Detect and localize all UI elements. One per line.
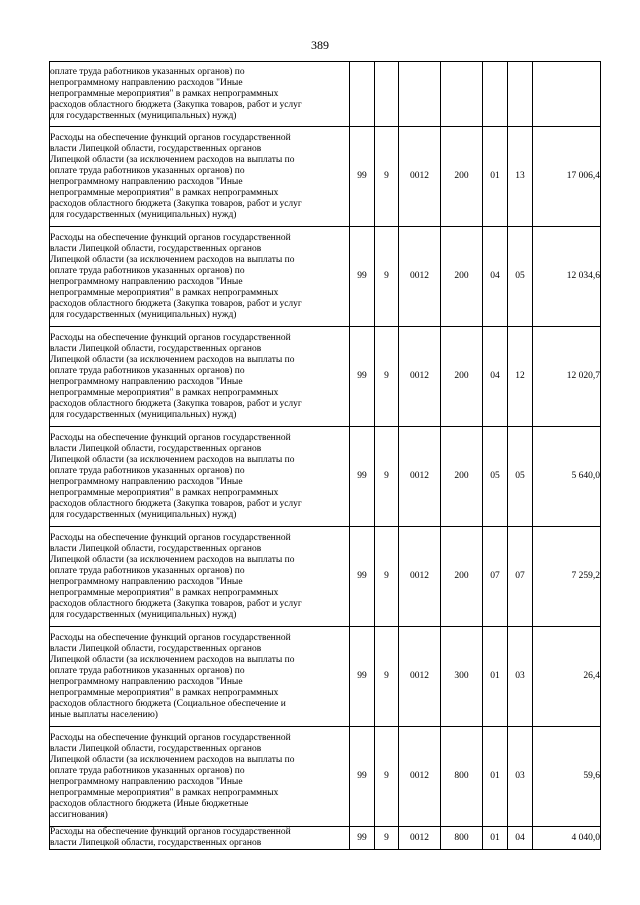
cell-expense-code: 0012	[399, 527, 441, 627]
description-line: для государственных (муниципальных) нужд)	[50, 309, 237, 320]
cell-subsection: 05	[508, 227, 533, 327]
description-line: непрограммные мероприятия" в рамках непрограммных	[50, 88, 279, 99]
description-line: оплате труда работников указанных органов) по	[50, 165, 245, 176]
cell-subsection: 07	[508, 527, 533, 627]
description-line: непрограммному направлению расходов "Иные	[50, 776, 243, 787]
description-line: Расходы на обеспечение функций органов государственной	[50, 432, 291, 443]
description-line: непрограммные мероприятия" в рамках непрограммных	[50, 487, 279, 498]
cell-description	[50, 427, 350, 527]
cell-subsection	[508, 62, 533, 127]
cell-amount: 12 020,7	[533, 327, 601, 427]
cell-amount: 12 034,6	[533, 227, 601, 327]
description-line: Липецкой области (за исключением расходов на выплаты по	[50, 254, 295, 265]
cell-amount: 5 640,0	[533, 427, 601, 527]
description-line: непрограммному направлению расходов "Иные	[50, 676, 243, 687]
description-line: непрограммные мероприятия" в рамках непрограммных	[50, 187, 279, 198]
table-row	[50, 827, 601, 850]
description-line: оплате труда работников указанных органов) по	[50, 365, 245, 376]
table-row	[50, 527, 601, 627]
cell-section: 04	[483, 227, 508, 327]
cell-subprogram-code: 9	[375, 527, 399, 627]
description-line: Липецкой области (за исключением расходов на выплаты по	[50, 454, 295, 465]
description-line: Липецкой области (за исключением расходов на выплаты по	[50, 354, 295, 365]
cell-program-code: 99	[350, 627, 375, 727]
table-row	[50, 627, 601, 727]
cell-section: 01	[483, 727, 508, 827]
cell-subprogram-code: 9	[375, 327, 399, 427]
description-line: непрограммные мероприятия" в рамках непрограммных	[50, 287, 279, 298]
description-line: расходов областного бюджета (Социальное обеспечение и	[50, 698, 286, 709]
description-line: Липецкой области (за исключением расходов на выплаты по	[50, 154, 295, 165]
cell-expense-type: 200	[441, 327, 483, 427]
description-line: расходов областного бюджета (Иные бюджетные	[50, 798, 249, 809]
description-line: непрограммному направлению расходов "Иные	[50, 176, 243, 187]
cell-description	[50, 327, 350, 427]
description-line: для государственных (муниципальных) нужд)	[50, 110, 237, 121]
description-line: для государственных (муниципальных) нужд)	[50, 609, 237, 620]
cell-section: 05	[483, 427, 508, 527]
cell-subsection: 12	[508, 327, 533, 427]
description-line: власти Липецкой области, государственных органов	[50, 343, 262, 354]
description-line: Расходы на обеспечение функций органов государственной	[50, 532, 291, 543]
description-line: власти Липецкой области, государственных органов	[50, 143, 262, 154]
cell-expense-code: 0012	[399, 327, 441, 427]
cell-subsection: 03	[508, 627, 533, 727]
cell-expense-code	[399, 62, 441, 127]
description-line: Липецкой области (за исключением расходов на выплаты по	[50, 554, 295, 565]
cell-amount: 26,4	[533, 627, 601, 727]
description-line: расходов областного бюджета (Закупка товаров, работ и услуг	[50, 398, 302, 409]
cell-program-code: 99	[350, 327, 375, 427]
table-row	[50, 427, 601, 527]
description-line: власти Липецкой области, государственных органов	[50, 543, 262, 554]
description-line: оплате труда работников указанных органов) по	[50, 465, 245, 476]
description-line: непрограммные мероприятия" в рамках непрограммных	[50, 687, 279, 698]
description-line: расходов областного бюджета (Закупка товаров, работ и услуг	[50, 598, 302, 609]
description-line: Расходы на обеспечение функций органов государственной	[50, 827, 291, 837]
cell-expense-type	[441, 62, 483, 127]
cell-description	[50, 627, 350, 727]
cell-subprogram-code: 9	[375, 627, 399, 727]
table-row	[50, 127, 601, 227]
cell-amount: 4 040,0	[533, 827, 601, 850]
description-line: оплате труда работников указанных органов) по	[50, 265, 245, 276]
description-line: власти Липецкой области, государственных органов	[50, 643, 262, 654]
cell-subprogram-code	[375, 62, 399, 127]
description-line: Липецкой области (за исключением расходов на выплаты по	[50, 654, 295, 665]
description-line: непрограммному направлению расходов "Иные	[50, 376, 243, 387]
description-line: расходов областного бюджета (Закупка товаров, работ и услуг	[50, 498, 302, 509]
cell-expense-type: 200	[441, 227, 483, 327]
description-line: Расходы на обеспечение функций органов государственной	[50, 632, 291, 643]
table-row	[50, 727, 601, 827]
cell-subsection: 13	[508, 127, 533, 227]
cell-section: 07	[483, 527, 508, 627]
cell-program-code: 99	[350, 427, 375, 527]
cell-program-code: 99	[350, 827, 375, 850]
description-line: непрограммные мероприятия" в рамках непрограммных	[50, 787, 279, 798]
description-line: непрограммному направлению расходов "Иные	[50, 276, 243, 287]
description-line: иные выплаты населению)	[50, 709, 158, 720]
description-line: Расходы на обеспечение функций органов государственной	[50, 332, 291, 343]
cell-subsection: 05	[508, 427, 533, 527]
cell-description	[50, 527, 350, 627]
description-line: оплате труда работников указанных органов) по	[50, 665, 245, 676]
description-line: непрограммному направлению расходов "Иные	[50, 77, 243, 88]
description-line: непрограммные мероприятия" в рамках непрограммных	[50, 587, 279, 598]
description-line: расходов областного бюджета (Закупка товаров, работ и услуг	[50, 298, 302, 309]
cell-program-code: 99	[350, 527, 375, 627]
cell-program-code: 99	[350, 227, 375, 327]
cell-program-code: 99	[350, 127, 375, 227]
cell-expense-code: 0012	[399, 627, 441, 727]
cell-section: 04	[483, 327, 508, 427]
cell-amount	[533, 62, 601, 127]
cell-section: 01	[483, 827, 508, 850]
description-line: власти Липецкой области, государственных органов	[50, 743, 262, 754]
cell-expense-type: 800	[441, 827, 483, 850]
description-line: для государственных (муниципальных) нужд)	[50, 509, 237, 520]
table-row	[50, 227, 601, 327]
description-line: непрограммному направлению расходов "Иные	[50, 476, 243, 487]
description-line: Липецкой области (за исключением расходов на выплаты по	[50, 754, 295, 765]
description-line: власти Липецкой области, государственных органов	[50, 243, 262, 254]
page-number: 389	[311, 38, 329, 52]
table-row	[50, 62, 601, 127]
description-line: оплате труда работников указанных органов) по	[50, 565, 245, 576]
cell-subsection: 03	[508, 727, 533, 827]
cell-amount: 17 006,4	[533, 127, 601, 227]
cell-section: 01	[483, 127, 508, 227]
cell-expense-code: 0012	[399, 227, 441, 327]
description-line: ассигнования)	[50, 809, 108, 820]
cell-expense-code: 0012	[399, 827, 441, 850]
budget-table	[49, 61, 601, 850]
description-line: для государственных (муниципальных) нужд)	[50, 209, 237, 220]
cell-subprogram-code: 9	[375, 427, 399, 527]
cell-description	[50, 227, 350, 327]
cell-program-code	[350, 62, 375, 127]
cell-subprogram-code: 9	[375, 227, 399, 327]
cell-amount: 7 259,2	[533, 527, 601, 627]
description-line: Расходы на обеспечение функций органов государственной	[50, 132, 291, 143]
description-line: расходов областного бюджета (Закупка товаров, работ и услуг	[50, 99, 302, 110]
cell-subprogram-code: 9	[375, 127, 399, 227]
description-line: непрограммному направлению расходов "Иные	[50, 576, 243, 587]
description-line: власти Липецкой области, государственных органов	[50, 838, 262, 848]
cell-subsection: 04	[508, 827, 533, 850]
cell-expense-code: 0012	[399, 727, 441, 827]
description-line: для государственных (муниципальных) нужд)	[50, 409, 237, 420]
cell-description	[50, 127, 350, 227]
description-line: расходов областного бюджета (Закупка товаров, работ и услуг	[50, 198, 302, 209]
cell-expense-code: 0012	[399, 127, 441, 227]
cell-program-code: 99	[350, 727, 375, 827]
description-line: непрограммные мероприятия" в рамках непрограммных	[50, 387, 279, 398]
table-row	[50, 327, 601, 427]
cell-expense-type: 800	[441, 727, 483, 827]
cell-subprogram-code: 9	[375, 727, 399, 827]
cell-description	[50, 62, 350, 127]
cell-description	[50, 727, 350, 827]
cell-section: 01	[483, 627, 508, 727]
description-line: Расходы на обеспечение функций органов государственной	[50, 232, 291, 243]
description-line: оплате труда работников указанных органов) по	[50, 765, 245, 776]
cell-expense-type: 200	[441, 127, 483, 227]
cell-expense-code: 0012	[399, 427, 441, 527]
description-line: оплате труда работников указанных органов) по	[50, 66, 245, 77]
description-line: власти Липецкой области, государственных органов	[50, 443, 262, 454]
cell-section	[483, 62, 508, 127]
description-line: Расходы на обеспечение функций органов государственной	[50, 732, 291, 743]
cell-amount: 59,6	[533, 727, 601, 827]
cell-description	[50, 827, 350, 850]
cell-subprogram-code: 9	[375, 827, 399, 850]
cell-expense-type: 200	[441, 527, 483, 627]
cell-expense-type: 300	[441, 627, 483, 727]
cell-expense-type: 200	[441, 427, 483, 527]
